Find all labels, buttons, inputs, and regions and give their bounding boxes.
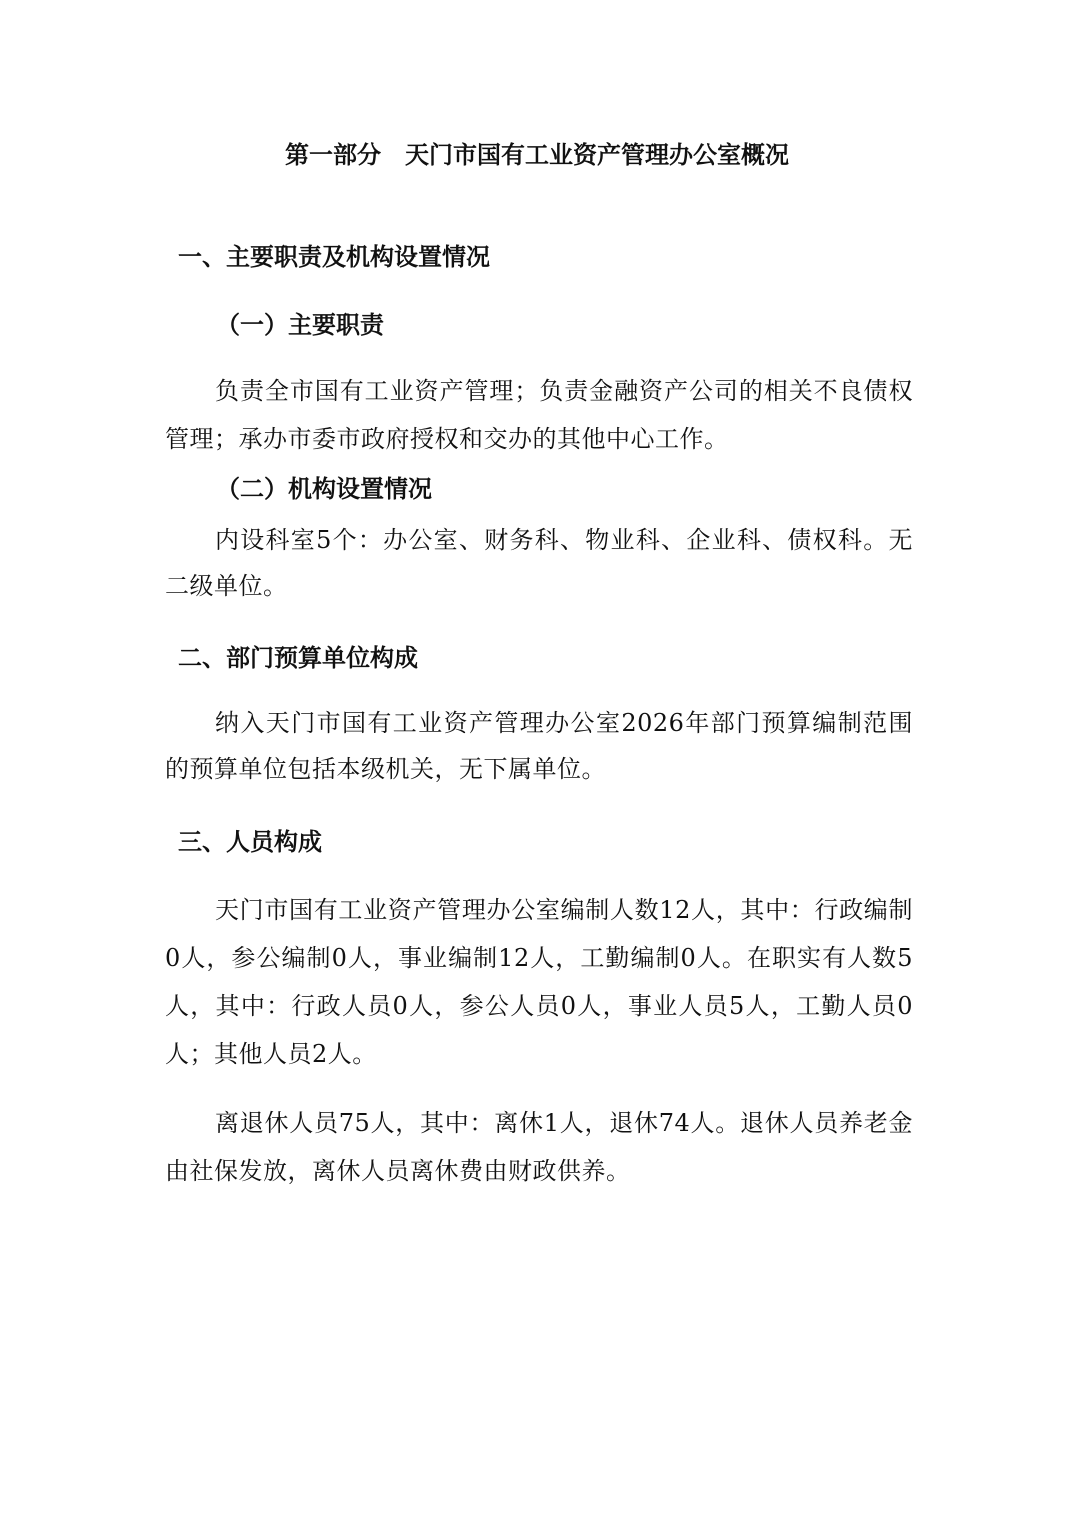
subsection-heading-organization: （二）机构设置情况: [216, 475, 432, 503]
paragraph-staffing: 天门市国有工业资产管理办公室编制人数12人，其中：行政编制0人，参公编制0人，事业编制12人，工勤编制0人。在职实有人数5人，其中：行政人员0人，参公人员0人，事业人员5人，工勤人员0人；其他人员2人。: [165, 896, 913, 1068]
paragraph-budget-units: 纳入天门市国有工业资产管理办公室2026年部门预算编制范围的预算单位包括本级机关，无下属单位。: [165, 709, 913, 783]
paragraph-organization: 内设科室5个：办公室、财务科、物业科、企业科、债权科。无二级单位。: [165, 526, 913, 600]
paragraph-main-duties: 负责全市国有工业资产管理；负责金融资产公司的相关不良债权管理；承办市委市政府授权和交办的其他中心工作。: [165, 377, 913, 453]
paragraph-retirees: 离退休人员75人，其中：离休1人，退休74人。退休人员养老金由社保发放，离休人员离休费由财政供养。: [165, 1109, 913, 1185]
page-title: 第一部分 天门市国有工业资产管理办公室概况: [285, 141, 789, 169]
section-heading-duties-and-structure: 一、主要职责及机构设置情况: [178, 243, 490, 271]
section-heading-budget-units: 二、部门预算单位构成: [178, 644, 418, 672]
subsection-heading-main-duties: （一）主要职责: [216, 311, 384, 339]
section-heading-staffing: 三、人员构成: [178, 828, 322, 856]
